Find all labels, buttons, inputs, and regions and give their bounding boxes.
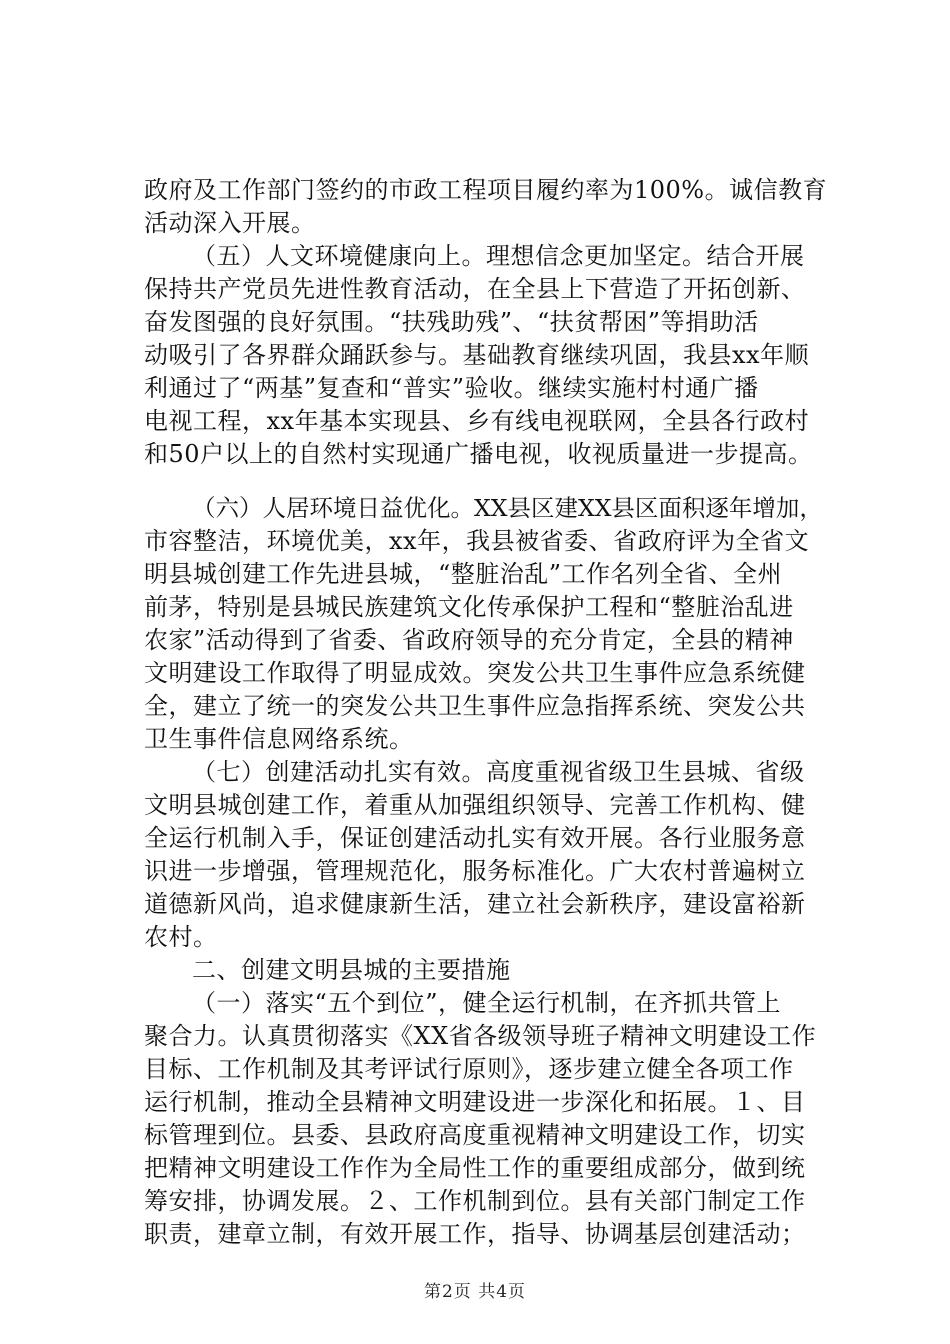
text-line: 卫生事件信息网络系统。 xyxy=(144,725,414,753)
text-line: 全，建立了统一的突发公共卫生事件应急指挥系统、突发公共 xyxy=(144,692,806,720)
text-line: 筹安排，协调发展。２、工作机制到位。县有关部门制定工作 xyxy=(144,1187,806,1215)
paragraph-gap xyxy=(144,471,834,492)
text-line: 目标、工作机制及其考评试行原则》，逐步建立健全各项工作 xyxy=(144,1055,794,1083)
page-number-footer: 第2页 共4页 xyxy=(423,1282,527,1302)
text-line: 文明县城创建工作，着重从加强组织领导、完善工作机构、健 xyxy=(144,791,806,819)
para-section-5 xyxy=(144,240,834,471)
para-intro-continuation xyxy=(144,174,834,240)
para-section-6 xyxy=(144,492,834,756)
text-line: 农村。 xyxy=(144,923,218,951)
para-section-7 xyxy=(144,756,834,954)
text-line: 动吸引了各界群众踊跃参与。基础教育继续巩固，我县xx年顺 xyxy=(144,341,810,369)
text-line: 和50户以上的自然村实现通广播电视，收视质量进一步提高。 xyxy=(144,440,813,468)
text-line: （六）人居环境日益优化。XX县区建XX县区面积逐年增加， xyxy=(192,494,823,522)
text-line: 前茅，特别是县城民族建筑文化传承保护工程和“整脏治乱进 xyxy=(144,593,794,621)
text-line: 运行机制，推动全县精神文明建设进一步深化和拓展。１、目 xyxy=(144,1088,806,1116)
text-line: 职责，建章立制，有效开展工作，指导、协调基层创建活动； xyxy=(144,1220,806,1248)
text-line: （一）落实“五个到位”，健全运行机制，在齐抓共管上 xyxy=(192,989,782,1017)
text-line: （七）创建活动扎实有效。高度重视省级卫生县城、省级 xyxy=(192,758,805,786)
text-line: 道德新风尚，追求健康新生活，建立社会新秩序，建设富裕新 xyxy=(144,890,806,918)
heading-part-2 xyxy=(144,954,834,987)
text-line: （五）人文环境健康向上。理想信念更加坚定。结合开展 xyxy=(192,242,805,270)
text-line: 农家”活动得到了省委、省政府领导的充分肯定，全县的精神 xyxy=(144,626,794,654)
text-line: 全运行机制入手，保证创建活动扎实有效开展。各行业服务意 xyxy=(144,824,806,852)
text-line: 文明建设工作取得了明显成效。突发公共卫生事件应急系统健 xyxy=(144,659,806,687)
text-line: 明县城创建工作先进县城，“整脏治乱”工作名列全省、全州 xyxy=(144,560,783,588)
text-line: 活动深入开展。 xyxy=(144,209,316,237)
document-body xyxy=(144,174,834,1251)
text-line: 保持共产党员先进性教育活动，在全县上下营造了开拓创新、 xyxy=(144,275,806,303)
text-line: 利通过了“两基”复查和“普实”验收。继续实施村村通广播 xyxy=(144,374,759,402)
text-line: 标管理到位。县委、县政府高度重视精神文明建设工作，切实 xyxy=(144,1121,806,1149)
section-heading: 二、创建文明县城的主要措施 xyxy=(192,956,511,984)
para-measure-1 xyxy=(144,987,834,1251)
text-line: 电视工程，xx年基本实现县、乡有线电视联网，全县各行政村 xyxy=(144,407,810,435)
text-line: 政府及工作部门签约的市政工程项目履约率为100%。诚信教育 xyxy=(144,176,828,204)
text-line: 识进一步增强，管理规范化，服务标准化。广大农村普遍树立 xyxy=(144,857,806,885)
text-line: 市容整洁，环境优美，xx年，我县被省委、省政府评为全省文 xyxy=(144,527,810,555)
text-line: 聚合力。认真贯彻落实《XX省各级领导班子精神文明建设工作 xyxy=(144,1022,817,1050)
text-line: 把精神文明建设工作作为全局性工作的重要组成部分，做到统 xyxy=(144,1154,806,1182)
text-line: 奋发图强的良好氛围。“扶残助残”、“扶贫帮困”等捐助活 xyxy=(144,308,759,336)
